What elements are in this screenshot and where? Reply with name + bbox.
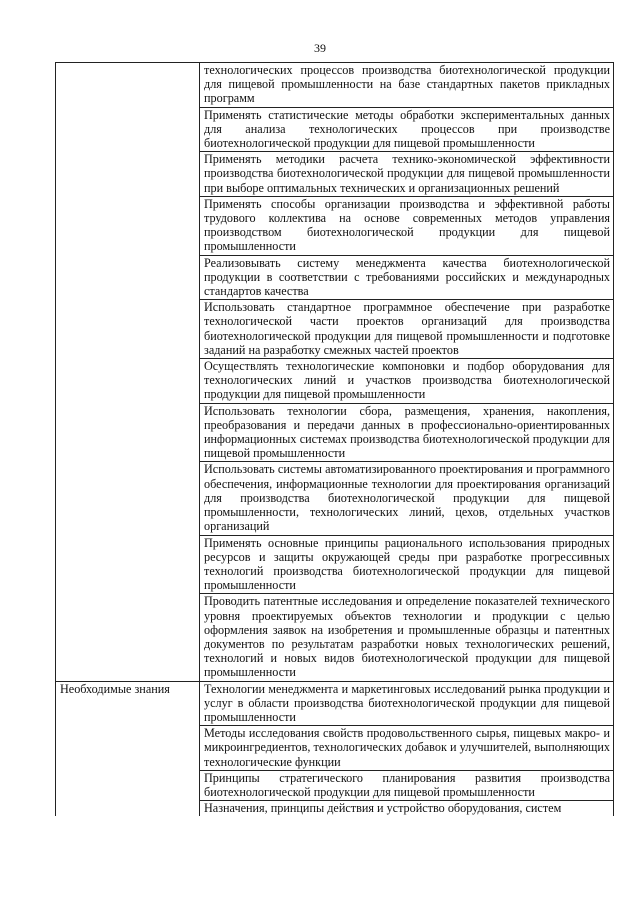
requirements-table [55,62,614,816]
section-label-cell: Необходимые знания [56,681,200,816]
requirement-cell: Использовать технологии сбора, размещения, хранения, накопления, преобразования и передачи данных в профессионально-ориентированных информационных системах производства биотехнологической продукции для пищевой промышленности [200,403,614,462]
table-body [56,63,614,817]
table-row [56,63,614,108]
requirement-cell: Назначения, принципы действия и устройство оборудования, систем [200,801,614,817]
requirement-cell: Применять статистические методы обработки экспериментальных данных для анализа технологических процессов при производстве биотехнологической продукции для пищевой промышленности [200,107,614,152]
requirement-cell: Использовать стандартное программное обеспечение при разработке технологической части проектов организаций для производства биотехнологической продукции для пищевой промышленности и подготовке заданий на разработку смежных частей проектов [200,300,614,359]
requirement-cell: Проводить патентные исследования и определение показателей технического уровня проектируемых объектов технологии и продукции с целью оформления заявок на изобретения и промышленные образцы и патентных документов по результатам разработки новых технологических решений, технологий и новых видов биотехнологической продукции для пищевой промышленности [200,594,614,681]
page-number: 39 [314,41,326,55]
requirement-cell: Использовать системы автоматизированного проектирования и программного обеспечения, информационные технологии для проектирования организаций для производства биотехнологической продукции для пищевой промышленности, технологических линий, цехов, отдельных участков организаций [200,462,614,535]
requirement-cell: Реализовывать систему менеджмента качества биотехнологической продукции в соответствии с требованиями российских и международных стандартов качества [200,255,614,300]
requirement-cell: технологических процессов производства биотехнологической продукции для пищевой промышленности на базе стандартных пакетов прикладных программ [200,63,614,108]
requirement-cell: Применять основные принципы рационального использования природных ресурсов и защиты окружающей среды при разработке прогрессивных технологий производства биотехнологической продукции для пищевой промышленности [200,535,614,594]
requirement-cell: Методы исследования свойств продовольственного сырья, пищевых макро- и микроингредиентов, технологических добавок и улучшителей, выполняющих технологические функции [200,726,614,771]
requirement-cell: Технологии менеджмента и маркетинговых исследований рынка продукции и услуг в области производства биотехнологической продукции для пищевой промышленности [200,681,614,726]
table-row [56,681,614,726]
requirement-cell: Применять методики расчета технико-экономической эффективности производства биотехнологической продукции для пищевой промышленности при выборе оптимальных технических и организационных решений [200,152,614,197]
section-label-cell [56,63,200,682]
requirement-cell: Осуществлять технологические компоновки и подбор оборудования для технологических линий и участков производства биотехнологической продукции для пищевой промышленности [200,359,614,404]
requirement-cell: Применять способы организации производства и эффективной работы трудового коллектива на основе современных методов управления производством биотехнологической продукции для пищевой промышленности [200,196,614,255]
requirement-cell: Принципы стратегического планирования развития производства биотехнологической продукции для пищевой промышленности [200,770,614,800]
